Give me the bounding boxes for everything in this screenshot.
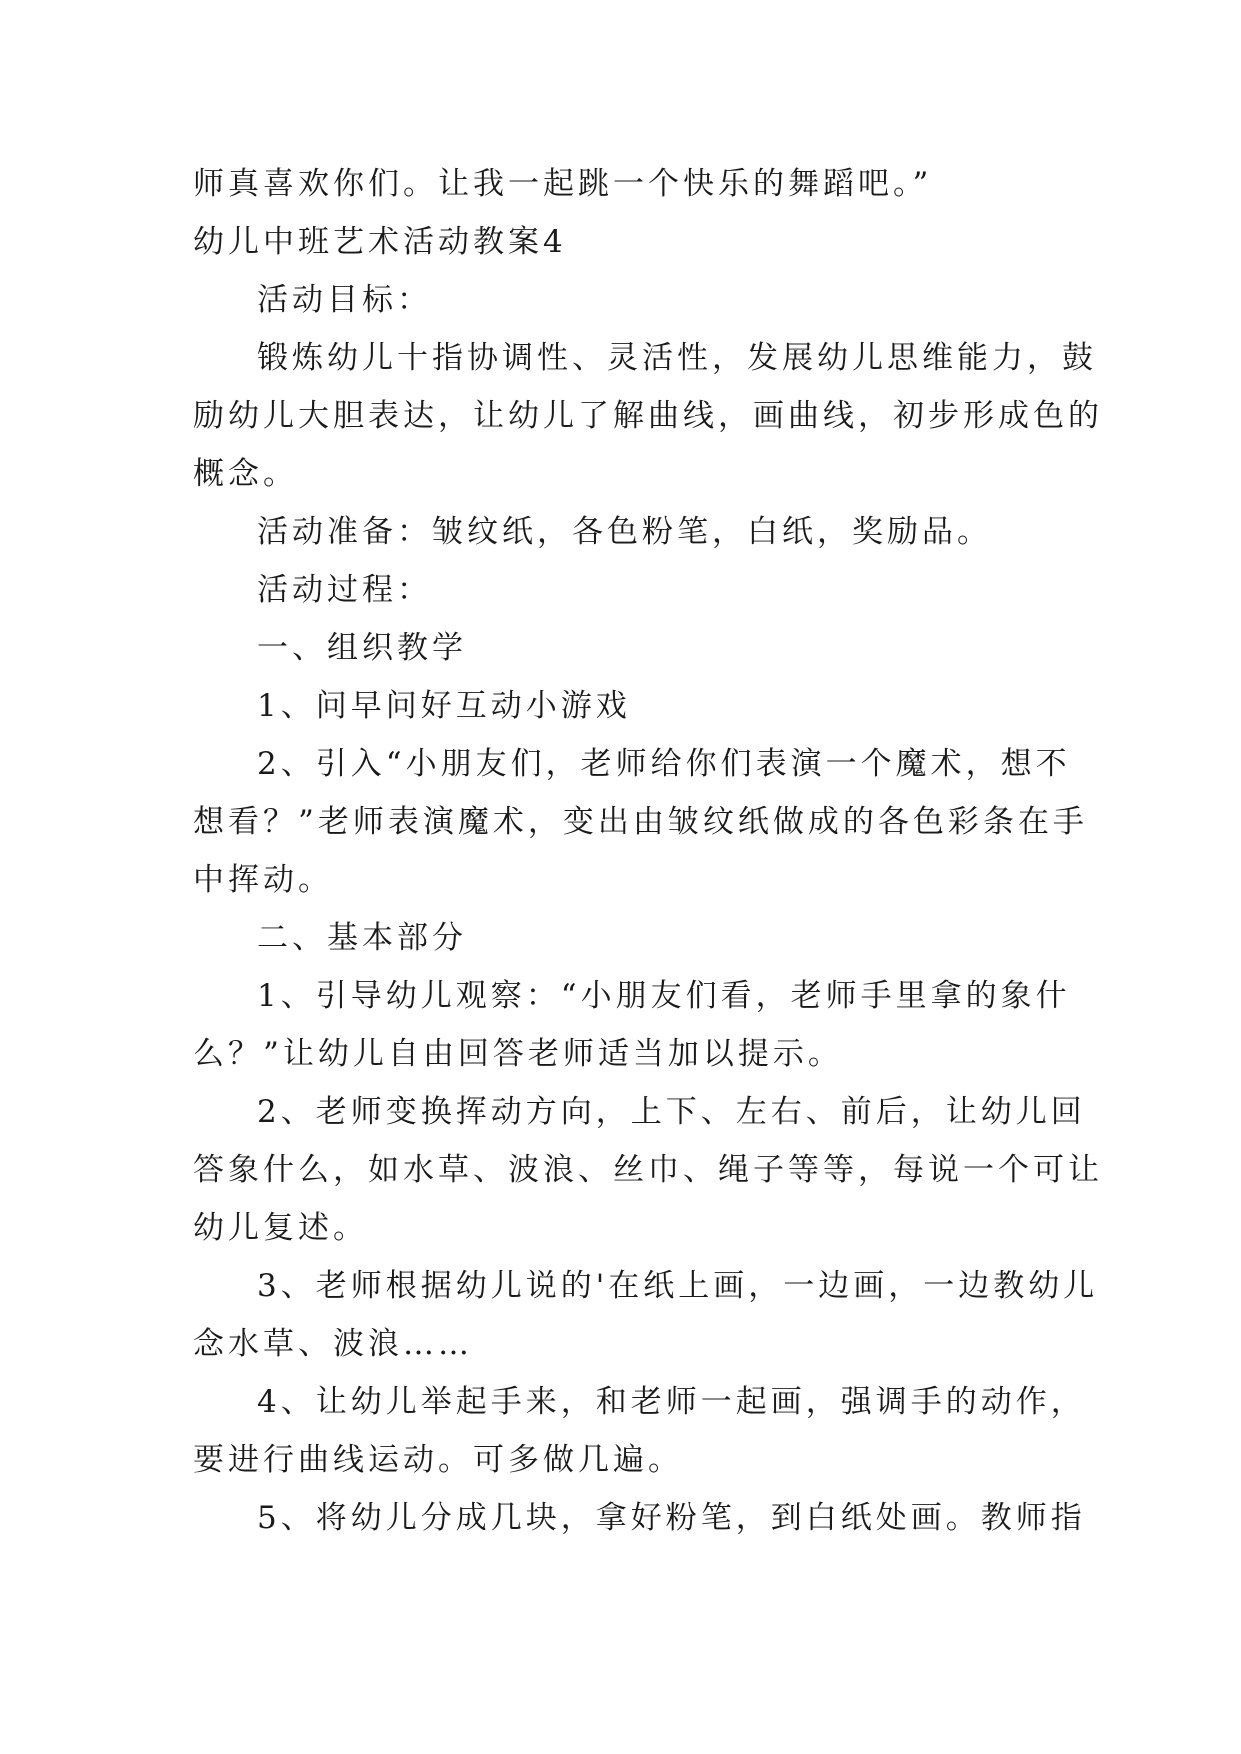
list-item: 2、老师变换挥动方向，上下、左右、前后，让幼儿回 (257, 1094, 1086, 1130)
body-line: 想看？”老师表演魔术，变出由皱纹纸做成的各色彩条在手 (193, 804, 1088, 840)
section-heading: 幼儿中班艺术活动教案4 (193, 224, 567, 260)
body-line: 师真喜欢你们。让我一起跳一个快乐的舞蹈吧。” (193, 166, 933, 202)
body-line: 概念。 (193, 456, 298, 492)
document-page (193, 155, 1103, 1547)
body-line: 么？”让幼儿自由回答老师适当加以提示。 (193, 1036, 843, 1072)
body-line: 要进行曲线运动。可多做几遍。 (193, 1442, 683, 1478)
body-line: 励幼儿大胆表达，让幼儿了解曲线，画曲线，初步形成色的 (193, 398, 1103, 434)
list-item: 3、老师根据幼儿说的'在纸上画，一边画，一边教幼儿 (257, 1268, 1099, 1304)
subheading-activity-process: 活动过程： (257, 572, 432, 608)
body-line: 念水草、波浪…… (193, 1326, 473, 1362)
list-item: 1、引导幼儿观察：“小朋友们看，老师手里拿的象什 (257, 978, 1071, 1014)
list-item: 4、让幼儿举起手来，和老师一起画，强调手的动作， (257, 1384, 1086, 1420)
body-line: 幼儿复述。 (193, 1210, 368, 1246)
subheading-activity-goal: 活动目标： (257, 282, 432, 318)
list-item: 2、引入“小朋友们，老师给你们表演一个魔术，想不 (257, 746, 1071, 782)
body-line: 中挥动。 (193, 862, 333, 898)
list-item: 1、问早问好互动小游戏 (257, 688, 631, 724)
body-line: 活动准备：皱纹纸，各色粉笔，白纸，奖励品。 (257, 514, 992, 550)
subheading-part-two: 二、基本部分 (257, 920, 467, 956)
body-line: 锻炼幼儿十指协调性、灵活性，发展幼儿思维能力，鼓 (257, 340, 1097, 376)
list-item: 5、将幼儿分成几块，拿好粉笔，到白纸处画。教师指 (257, 1500, 1086, 1536)
subheading-part-one: 一、组织教学 (257, 630, 467, 666)
body-line: 答象什么，如水草、波浪、丝巾、绳子等等，每说一个可让 (193, 1152, 1103, 1188)
